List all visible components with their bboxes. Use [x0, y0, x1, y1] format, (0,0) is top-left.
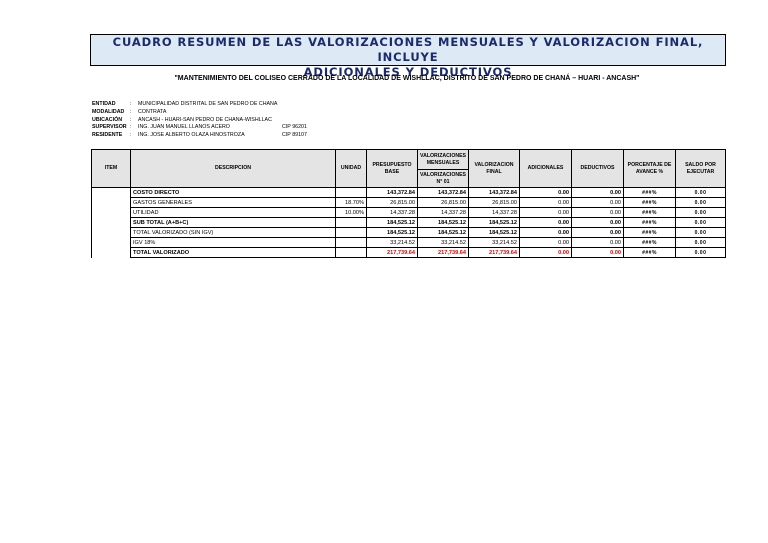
cell-saldo: 0.00: [676, 188, 726, 198]
cell-porcentaje: ###%: [624, 238, 676, 248]
cell-presupuesto: 14,337.28: [367, 208, 418, 218]
cell-deductivos: 0.00: [572, 248, 624, 258]
cell-final: 184,525.12: [469, 228, 520, 238]
header-adicionales: ADICIONALES: [520, 150, 572, 188]
info-entidad: [92, 101, 277, 109]
cell-desc: SUB TOTAL (A+B+C): [131, 218, 336, 228]
header-deductivos: DEDUCTIVOS: [572, 150, 624, 188]
cell-saldo: 0.00: [676, 198, 726, 208]
cell-porcentaje: ###%: [624, 218, 676, 228]
header-valorizacion-01: [418, 170, 469, 188]
header-val-sub-l1: VALORIZACIONES: [420, 172, 467, 178]
header-presupuesto-l2: BASE: [384, 168, 400, 175]
info-sep: :: [130, 124, 132, 131]
info-label: RESIDENTE: [92, 132, 123, 139]
cell-unidad: 18.70%: [336, 198, 367, 208]
header-porcentaje-l1: PORCENTAJE DE: [627, 162, 672, 168]
cell-unidad: [336, 248, 367, 258]
cell-val01: 33,214.52: [418, 238, 469, 248]
item-cell: [92, 188, 131, 258]
info-value: MUNICIPALIDAD DISTRITAL DE SAN PEDRO DE CHANA: [138, 101, 278, 107]
header-porcentaje-l2: AVANCE %: [635, 168, 664, 175]
cell-porcentaje: ###%: [624, 248, 676, 258]
header-val-sub-l2: N° 01: [436, 178, 450, 185]
table-row: [92, 188, 726, 198]
header-saldo-l1: SALDO POR: [685, 162, 716, 168]
cell-val01: 143,372.84: [418, 188, 469, 198]
cell-val01: 184,525.12: [418, 218, 469, 228]
cell-final: 33,214.52: [469, 238, 520, 248]
cell-adicionales: 0.00: [520, 188, 572, 198]
cell-unidad: [336, 188, 367, 198]
info-sep: :: [130, 108, 132, 115]
title-line-2: ADICIONALES Y DEDUCTIVOS: [303, 65, 513, 79]
cell-adicionales: 0.00: [520, 238, 572, 248]
info-label: MODALIDAD: [92, 108, 125, 115]
cell-presupuesto: 143,372.84: [367, 188, 418, 198]
cell-deductivos: 0.00: [572, 238, 624, 248]
info-modalidad: [92, 109, 166, 117]
cell-val01: 14,337.28: [418, 208, 469, 218]
cell-unidad: [336, 238, 367, 248]
cell-saldo: 0.00: [676, 208, 726, 218]
info-label: SUPERVISOR: [92, 124, 127, 131]
cell-deductivos: 0.00: [572, 188, 624, 198]
info-cip: CIP 89107: [282, 132, 307, 139]
header-presupuesto: [367, 150, 418, 188]
cell-deductivos: 0.00: [572, 208, 624, 218]
header-val-final-l1: VALORIZACION: [474, 162, 514, 168]
cell-presupuesto: 184,525.12: [367, 218, 418, 228]
cell-presupuesto: 33,214.52: [367, 238, 418, 248]
cell-unidad: [336, 218, 367, 228]
info-value: CONTRATA: [138, 108, 167, 115]
header-valorizacion-final: [469, 150, 520, 188]
header-presupuesto-l1: PRESUPUESTO: [372, 162, 412, 168]
cell-unidad: 10.00%: [336, 208, 367, 218]
cell-desc: COSTO DIRECTO: [131, 188, 336, 198]
info-sep: :: [130, 132, 132, 139]
table-row: [92, 238, 726, 248]
header-item: ITEM: [92, 150, 131, 188]
cell-val01: 26,815.00: [418, 198, 469, 208]
cell-deductivos: 0.00: [572, 228, 624, 238]
header-val-mens-l2: MENSUALES: [426, 159, 460, 166]
cell-saldo: 0.00: [676, 248, 726, 258]
cell-presupuesto: 217,739.64: [367, 248, 418, 258]
cell-unidad: [336, 228, 367, 238]
header-saldo: [676, 150, 726, 188]
cell-desc: IGV 18%: [131, 238, 336, 248]
cell-final: 26,815.00: [469, 198, 520, 208]
info-ubicacion: [92, 117, 272, 125]
cell-val01: 184,525.12: [418, 228, 469, 238]
header-unidad: UNIDAD: [336, 150, 367, 188]
cell-saldo: 0.00: [676, 218, 726, 228]
cell-desc: TOTAL VALORIZADO (SIN IGV): [131, 228, 336, 238]
cell-porcentaje: ###%: [624, 208, 676, 218]
title-line-1: CUADRO RESUMEN DE LAS VALORIZACIONES MENSUALES Y VALORIZACION FINAL, INCLUYE: [112, 35, 704, 64]
table-row: [92, 228, 726, 238]
header-val-final-l2: FINAL: [486, 168, 502, 175]
cell-final: 184,525.12: [469, 218, 520, 228]
info-supervisor: [92, 124, 322, 132]
cell-saldo: 0.00: [676, 238, 726, 248]
cell-adicionales: 0.00: [520, 208, 572, 218]
cell-adicionales: 0.00: [520, 248, 572, 258]
cell-val01: 217,739.64: [418, 248, 469, 258]
info-label: ENTIDAD: [92, 101, 116, 107]
header-descripcion: DESCRIPCION: [131, 150, 336, 188]
cell-desc: UTILIDAD: [131, 208, 336, 218]
cell-final: 217,739.64: [469, 248, 520, 258]
cell-deductivos: 0.00: [572, 218, 624, 228]
table-row: [92, 208, 726, 218]
cell-porcentaje: ###%: [624, 188, 676, 198]
header-porcentaje: [624, 150, 676, 188]
header-saldo-l2: EJECUTAR: [686, 168, 715, 175]
info-value: ING. JUAN MANUEL LLANOS ACERO: [138, 124, 230, 131]
cell-desc: GASTOS GENERALES: [131, 198, 336, 208]
cell-porcentaje: ###%: [624, 198, 676, 208]
valuation-summary-table: [91, 149, 726, 258]
header-val-mens-l1: VALORIZACIONES: [420, 153, 467, 159]
info-label: UBICACIÓN: [92, 116, 123, 123]
header-valorizaciones-mensuales: [418, 150, 469, 170]
cell-adicionales: 0.00: [520, 198, 572, 208]
info-sep: :: [130, 101, 132, 107]
cell-presupuesto: 26,815.00: [367, 198, 418, 208]
info-sep: :: [130, 116, 132, 123]
cell-porcentaje: ###%: [624, 228, 676, 238]
table-row: [92, 218, 726, 228]
table-row: [92, 248, 726, 258]
cell-final: 14,337.28: [469, 208, 520, 218]
cell-adicionales: 0.00: [520, 228, 572, 238]
cell-desc: TOTAL VALORIZADO: [131, 248, 336, 258]
info-value: ING. JOSE ALBERTO OLAZA HINOSTROZA: [138, 132, 245, 139]
cell-deductivos: 0.00: [572, 198, 624, 208]
info-cip: CIP 96201: [282, 124, 307, 131]
cell-saldo: 0.00: [676, 228, 726, 238]
cell-presupuesto: 184,525.12: [367, 228, 418, 238]
cell-adicionales: 0.00: [520, 218, 572, 228]
table-row: [92, 198, 726, 208]
project-subtitle: "MANTENIMIENTO DEL COLISEO CERRADO DE LA LOCALIDAD DE WISHLLAC, DISTRITO DE SAN PEDRO DE CHANÁ – HUARI - ANCASH": [174, 75, 640, 82]
cell-final: 143,372.84: [469, 188, 520, 198]
info-residente: [92, 132, 322, 140]
info-value: ANCASH - HUARI-SAN PEDRO DE CHANA-WISHLLAC: [138, 116, 272, 123]
